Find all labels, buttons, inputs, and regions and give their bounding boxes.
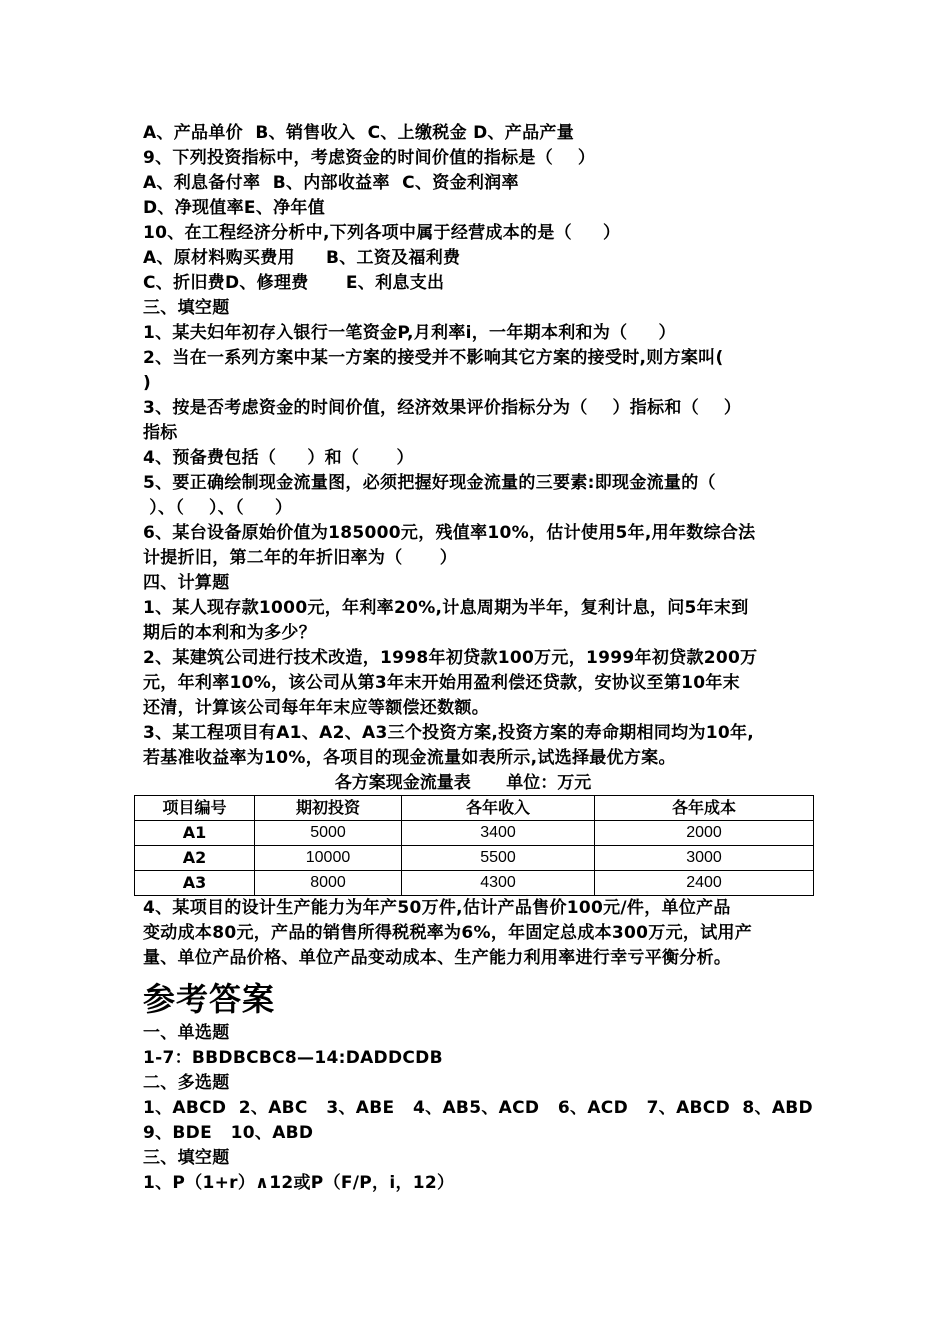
section-heading: 三、填空题 [143,1148,230,1168]
section-heading: 一、单选题 [143,1023,230,1043]
questions-block [143,121,823,771]
text-line: 1、某人现存款1000元，年利率20%,计息周期为半年，复利计息，问5年末到 [143,598,749,618]
text-line: A、利息备付率 B、内部收益率 C、资金利润率 [143,173,519,193]
answers-title: 参考答案 [143,980,276,1018]
text-line: 2、当在一系列方案中某一方案的接受并不影响其它方案的接受时,则方案叫( [143,348,724,368]
table-cell: A1 [135,821,255,846]
text-line: 4、某项目的设计生产能力为年产50万件,估计产品售价100元/件，单位产品 [143,898,731,918]
table-cell: A2 [135,846,255,871]
table-row [135,846,814,871]
text-line: 元，年利率10%，该公司从第3年末开始用盈利偿还贷款，安协议至第10年末 [143,673,740,693]
table-header-cell: 期初投资 [255,796,402,821]
text-line: 1-7：BBDBCBC8—14:DADDCDB [143,1048,443,1068]
text-line: 期后的本利和为多少？ [143,623,316,643]
table-cell: 3000 [595,846,814,871]
table-row [135,871,814,896]
text-line: 3、某工程项目有A1、A2、A3三个投资方案,投资方案的寿命期相同均为10年, [143,723,755,743]
text-line: 1、ABCD 2、ABC 3、ABE 4、AB5、ACD 6、ACD 7、ABCD 8、ABD [143,1098,813,1118]
text-line: 2、某建筑公司进行技术改造，1998年初贷款100万元，1999年初贷款200万 [143,648,758,668]
table-cell: 10000 [255,846,402,871]
text-line: A、产品单价 B、销售收入 C、上缴税金 D、产品产量 [143,123,574,143]
table-caption: 各方案现金流量表 单位：万元 [334,773,592,793]
section-heading: 三、填空题 [143,298,230,318]
text-line: C、折旧费D、修理费 E、利息支出 [143,273,445,293]
text-line: 10、在工程经济分析中,下列各项中属于经营成本的是（ ） [143,223,621,243]
table-header-cell: 各年收入 [402,796,595,821]
text-line: ) [143,373,152,393]
text-line: 9、下列投资指标中，考虑资金的时间价值的指标是（ ） [143,148,596,168]
section-heading: 二、多选题 [143,1073,230,1093]
table-header-cell: 各年成本 [595,796,814,821]
text-line: ）、（ ）、（ ） [143,498,293,518]
table-cell: 8000 [255,871,402,896]
text-line: 9、BDE 10、ABD [143,1123,314,1143]
text-line: 5、要正确绘制现金流量图，必须把握好现金流量的三要素:即现金流量的（ [143,473,716,493]
text-line: A、原材料购买费用 B、工资及福利费 [143,248,461,268]
table-cell: 4300 [402,871,595,896]
question-4-block [143,896,823,971]
table-cell: 5000 [255,821,402,846]
table-cell: A3 [135,871,255,896]
answers-block [143,1021,823,1196]
text-line: 若基准收益率为10%，各项目的现金流量如表所示,试选择最优方案。 [143,748,676,768]
text-line: 1、P（1+r）∧12或P（F/P，i，12） [143,1173,455,1193]
text-line: 变动成本80元，产品的销售所得税税率为6%，年固定总成本300万元，试用产 [143,923,753,943]
table-header-cell: 项目编号 [135,796,255,821]
text-line: 6、某台设备原始价值为185000元，残值率10%，估计使用5年,用年数综合法 [143,523,756,543]
table-header-row [135,796,814,821]
text-line: 计提折旧，第二年的年折旧率为（ ） [143,548,458,568]
table-cell: 5500 [402,846,595,871]
section-heading: 四、计算题 [143,573,230,593]
text-line: D、净现值率E、净年值 [143,198,326,218]
cash-flow-table [134,795,814,896]
text-line: 3、按是否考虑资金的时间价值，经济效果评价指标分为（ ）指标和（ ） [143,398,742,418]
text-line: 还清，计算该公司每年年末应等额偿还数额。 [143,698,489,718]
table-cell: 3400 [402,821,595,846]
text-line: 1、某夫妇年初存入银行一笔资金P,月利率i，一年期本利和为（ ） [143,323,676,343]
table-row [135,821,814,846]
text-line: 4、预备费包括（ ）和（ ） [143,448,414,468]
table-cell: 2400 [595,871,814,896]
table-cell: 2000 [595,821,814,846]
text-line: 指标 [143,423,178,443]
document-page [143,121,823,1196]
text-line: 量、单位产品价格、单位产品变动成本、生产能力利用率进行幸亏平衡分析。 [143,948,732,968]
